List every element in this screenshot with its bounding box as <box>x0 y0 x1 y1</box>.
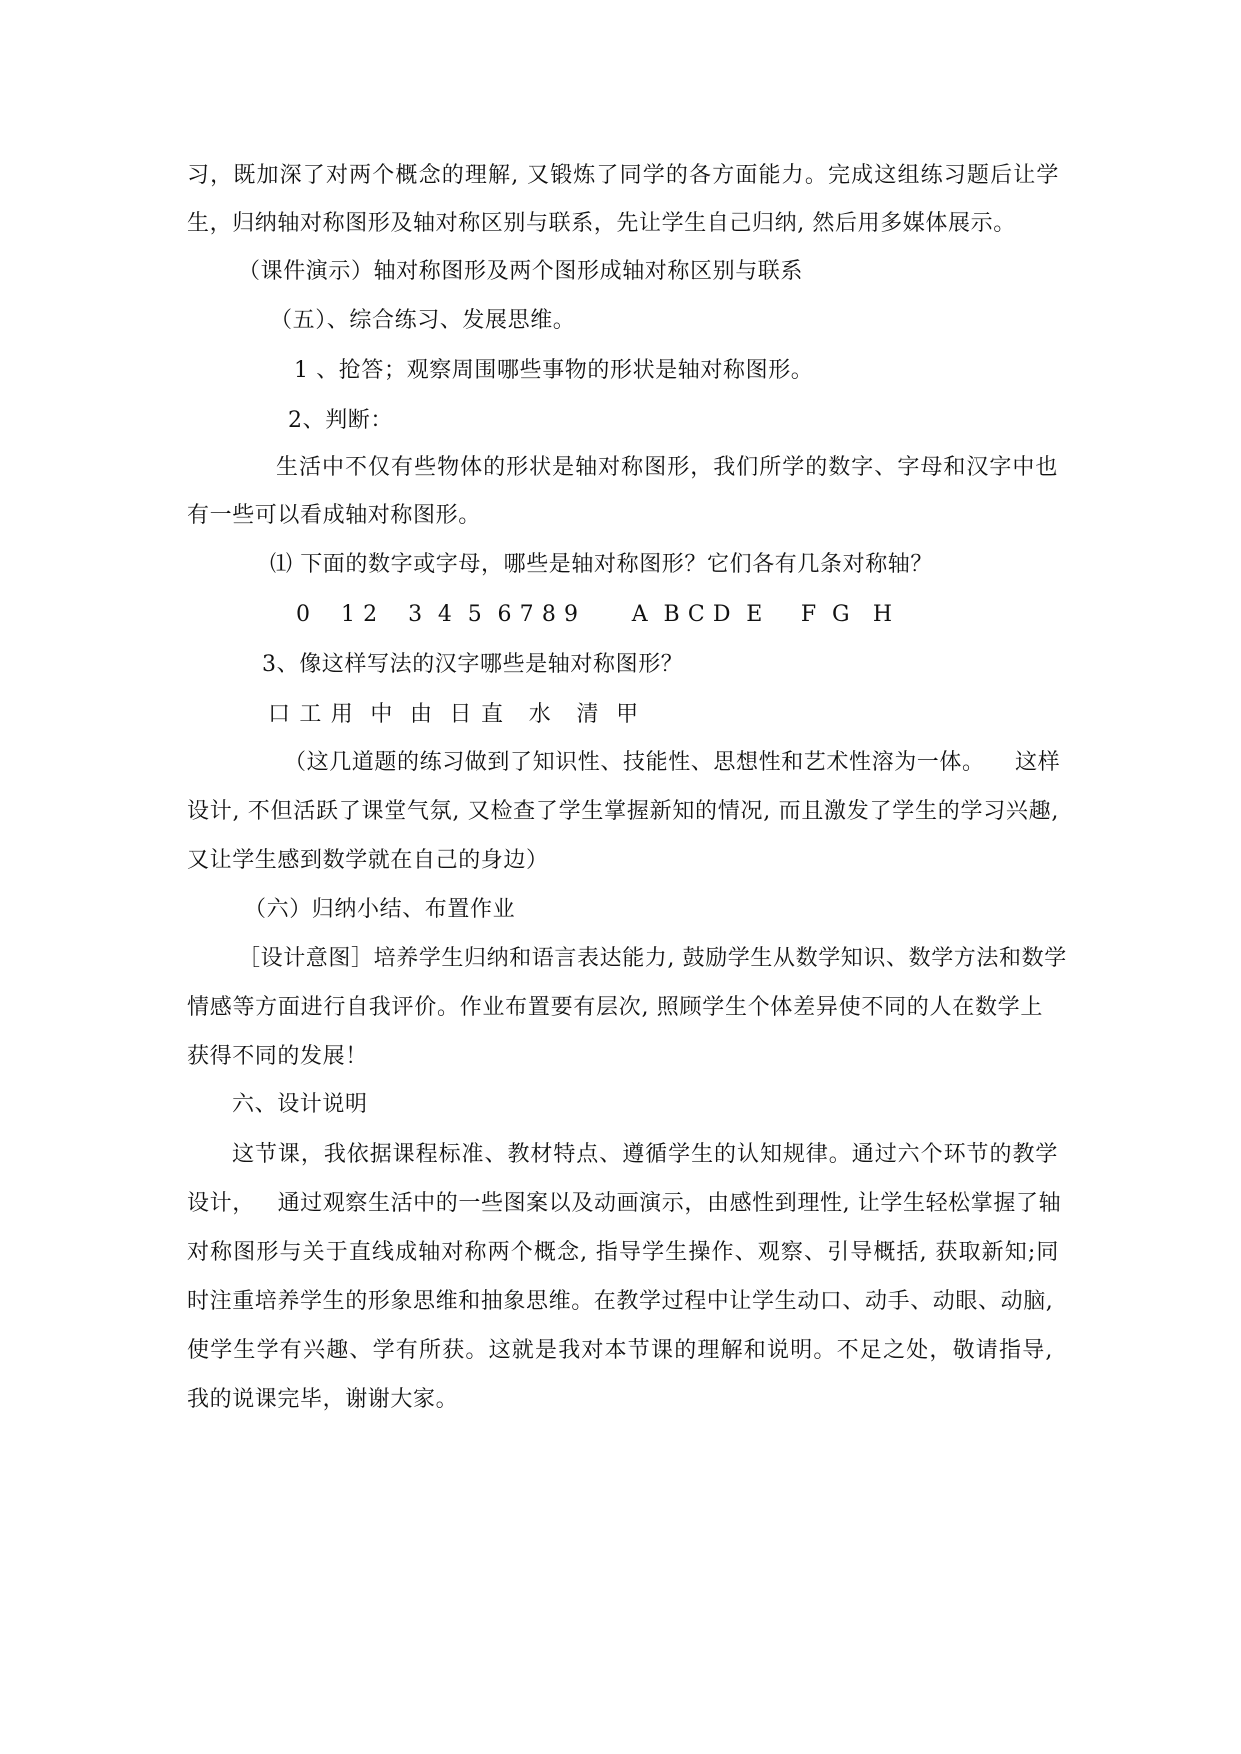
exercise-item: ⑴ 下面的数字或字母，哪些是轴对称图形？它们各有几条对称轴？ <box>270 552 933 577</box>
exercise-item: 2、判断： <box>288 408 393 433</box>
paragraph-line: （这几道题的练习做到了知识性、技能性、思想性和艺术性溶为一体。 这样 <box>284 750 1061 775</box>
exercise-item: 1 、抢答；观察周围哪些事物的形状是轴对称图形。 <box>294 358 814 383</box>
paragraph-line: ［设计意图］培养学生归纳和语言表达能力, 鼓励学生从数学知识、数学方法和数学 <box>238 946 1067 971</box>
paragraph-line: 我的说课完毕，谢谢大家。 <box>187 1387 459 1412</box>
paragraph-line: 获得不同的发展！ <box>187 1044 368 1069</box>
paragraph-line: 习，既加深了对两个概念的理解, 又锻炼了同学的各方面能力。完成这组练习题后让学 <box>187 163 1059 188</box>
section-heading: （六）归纳小结、布置作业 <box>244 897 516 922</box>
paragraph-line: 时注重培养学生的形象思维和抽象思维。在教学过程中让学生动口、动手、动眼、动脑, <box>187 1289 1054 1314</box>
exercise-item: 3、像这样写法的汉字哪些是轴对称图形？ <box>262 652 684 677</box>
digits-letters-row: 0 1 2 3 4 5 6 7 8 9 A B C D E F G H <box>296 602 893 627</box>
section-heading: 六、设计说明 <box>232 1092 368 1117</box>
section-heading: （五）、综合练习、发展思维。 <box>270 308 576 333</box>
paragraph-line: 设计, 不但活跃了课堂气氛, 又检查了学生掌握新知的情况, 而且激发了学生的学习兴趣, <box>187 799 1059 824</box>
paragraph-line: 生活中不仅有些物体的形状是轴对称图形，我们所学的数字、字母和汉字中也 <box>276 455 1058 480</box>
paragraph-line: （课件演示）轴对称图形及两个图形成轴对称区别与联系 <box>238 259 804 284</box>
paragraph-line: 对称图形与关于直线成轴对称两个概念, 指导学生操作、观察、引导概括, 获取新知;同 <box>187 1240 1059 1265</box>
chinese-characters-row: 口 工 用 中 由 日 直 水 清 甲 <box>268 702 640 727</box>
paragraph-line: 有一些可以看成轴对称图形。 <box>187 503 481 528</box>
paragraph-line: 设计， 通过观察生活中的一些图案以及动画演示，由感性到理性, 让学生轻松掌握了轴 <box>187 1191 1062 1216</box>
paragraph-line: 情感等方面进行自我评价。作业布置要有层次, 照顾学生个体差异使不同的人在数学上 <box>187 995 1043 1020</box>
paragraph-line: 使学生学有兴趣、学有所获。这就是我对本节课的理解和说明。不足之处，敬请指导, <box>187 1338 1053 1363</box>
paragraph-line: 又让学生感到数学就在自己的身边） <box>187 848 549 873</box>
paragraph-line: 生，归纳轴对称图形及轴对称区别与联系，先让学生自己归纳, 然后用多媒体展示。 <box>187 211 1016 236</box>
paragraph-line: 这节课，我依据课程标准、教材特点、遵循学生的认知规律。通过六个环节的教学 <box>232 1142 1058 1167</box>
